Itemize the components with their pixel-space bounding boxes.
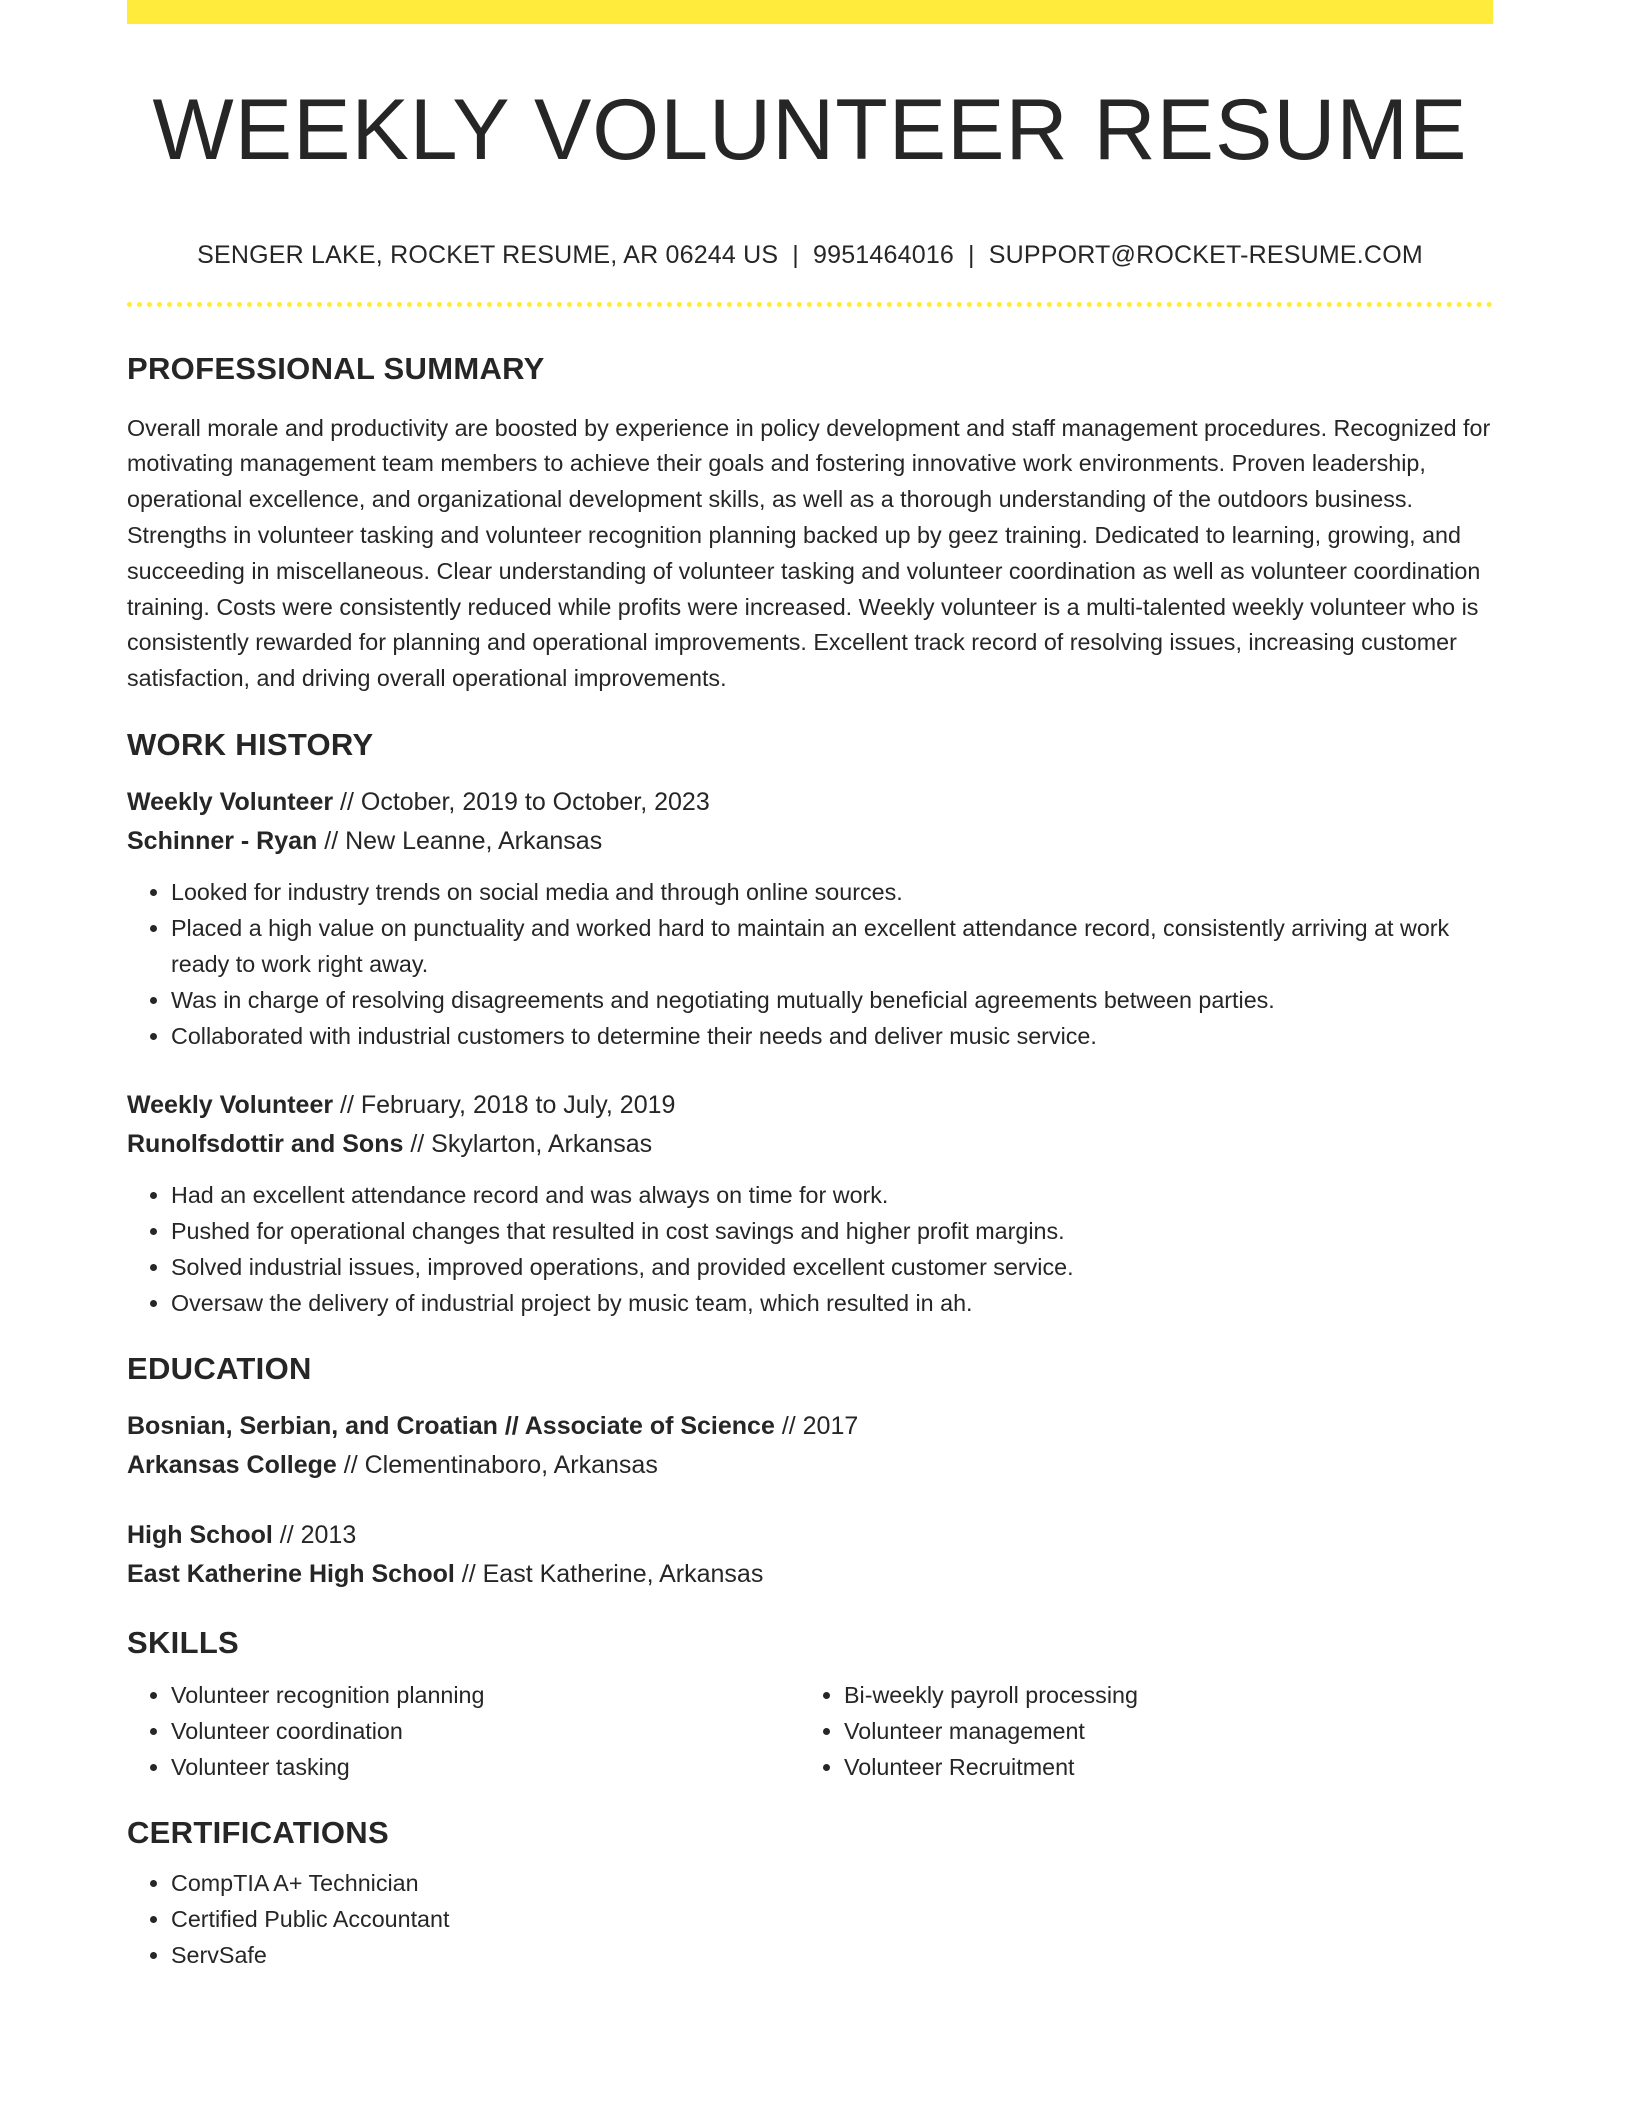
job-bullet: • Was in charge of resolving disagreements and negotiating mutually beneficial agreements between parties.	[171, 982, 1493, 1018]
job-location: // Skylarton, Arkansas	[403, 1130, 653, 1159]
job-role: Weekly Volunteer	[127, 787, 334, 816]
contact-email[interactable]: SUPPORT@ROCKET-RESUME.COM	[988, 240, 1423, 269]
summary-text: Overall morale and productivity are boosted by experience in policy development and staff management procedures. Recognized for motivating management team members to achieve their goals and fostering innovative work environments. Proven leadership, operational excellence, and organizational development skills, as well as a thorough understanding of the outdoors business. Strengths in volunteer tasking and volunteer recognition planning backed up by geez training. Dedicated to learning, growing, and succeeding in miscellaneous. Clear understanding of volunteer tasking and volunteer coordination as well as volunteer coordination training. Costs were consistently reduced while profits were increased. Weekly volunteer is a multi-talented weekly volunteer who is consistently rewarded for planning and operational improvements. Excellent track record of resolving issues, increasing customer satisfaction, and driving overall operational improvements.	[127, 414, 1491, 692]
job-bullets	[127, 1177, 1493, 1321]
skills-list	[127, 1677, 1493, 1785]
skill-item: • Volunteer management	[844, 1713, 1473, 1749]
job-bullet: • Pushed for operational changes that resulted in cost savings and higher profit margins.	[171, 1213, 1493, 1249]
job-title-line	[127, 783, 1493, 823]
job-company: Schinner - Ryan	[127, 827, 318, 856]
job-entry	[127, 783, 1493, 1054]
skills-column-left	[127, 1677, 800, 1785]
education-location: // East Katherine, Arkansas	[454, 1560, 764, 1589]
skill-item: • Volunteer coordination	[171, 1713, 800, 1749]
education-degree-line	[127, 1407, 1493, 1447]
job-dates: // October, 2019 to October, 2023	[333, 787, 710, 816]
certification-item: • Certified Public Accountant	[171, 1901, 1493, 1937]
job-company: Runolfsdottir and Sons	[127, 1130, 404, 1159]
education-entry	[127, 1407, 1493, 1486]
contact-line	[127, 238, 1493, 272]
job-bullet: • Had an excellent attendance record and was always on time for work.	[171, 1177, 1493, 1213]
education-school-line	[127, 1446, 1493, 1486]
job-company-line	[127, 822, 1493, 862]
skills-heading: SKILLS	[127, 1624, 240, 1660]
education-year: // 2017	[774, 1411, 859, 1440]
job-bullet: • Looked for industry trends on social media and through online sources.	[171, 874, 1493, 910]
job-bullet: • Placed a high value on punctuality and worked hard to maintain an excellent attendance record, consistently arriving at work ready to work right away.	[171, 910, 1493, 982]
education-school: East Katherine High School	[127, 1560, 455, 1589]
job-title-line	[127, 1086, 1493, 1126]
skill-item: • Volunteer Recruitment	[844, 1749, 1473, 1785]
job-entry	[127, 1086, 1493, 1321]
contact-separator: |	[792, 240, 799, 269]
job-company-line	[127, 1125, 1493, 1165]
education-entry	[127, 1516, 1493, 1595]
header-divider	[127, 302, 1493, 307]
skills-column-right	[800, 1677, 1473, 1785]
job-bullet: • Solved industrial issues, improved operations, and provided excellent customer service.	[171, 1249, 1493, 1285]
certification-item: • CompTIA A+ Technician	[171, 1865, 1493, 1901]
education-school-line	[127, 1555, 1493, 1595]
skill-item: • Volunteer tasking	[171, 1749, 800, 1785]
education-heading: EDUCATION	[127, 1350, 312, 1386]
job-bullet: • Oversaw the delivery of industrial project by music team, which resulted in ah.	[171, 1285, 1493, 1321]
work-history-heading: WORK HISTORY	[127, 726, 374, 762]
education-degree: High School	[127, 1520, 273, 1549]
job-location: // New Leanne, Arkansas	[317, 827, 603, 856]
resume-page	[127, 0, 1493, 1973]
job-bullets	[127, 874, 1493, 1054]
contact-separator: |	[968, 240, 975, 269]
skill-item: • Bi-weekly payroll processing	[844, 1677, 1473, 1713]
contact-address: SENGER LAKE, ROCKET RESUME, AR 06244 US	[197, 240, 779, 269]
certification-item: • ServSafe	[171, 1937, 1493, 1973]
job-dates: // February, 2018 to July, 2019	[333, 1090, 676, 1119]
contact-phone: 9951464016	[812, 240, 955, 269]
job-role: Weekly Volunteer	[127, 1090, 334, 1119]
education-degree: Bosnian, Serbian, and Croatian // Associate of Science	[127, 1411, 775, 1440]
resume-title: WEEKLY VOLUNTEER RESUME	[152, 82, 1468, 178]
skill-item: • Volunteer recognition planning	[171, 1677, 800, 1713]
job-bullet: • Collaborated with industrial customers to determine their needs and deliver music service.	[171, 1018, 1493, 1054]
certifications-list	[127, 1865, 1493, 1973]
education-school: Arkansas College	[127, 1451, 337, 1480]
certifications-heading: CERTIFICATIONS	[127, 1814, 389, 1850]
education-location: // Clementinaboro, Arkansas	[336, 1451, 658, 1480]
summary-heading: PROFESSIONAL SUMMARY	[127, 350, 545, 386]
education-degree-line	[127, 1516, 1493, 1556]
education-year: // 2013	[272, 1520, 357, 1549]
